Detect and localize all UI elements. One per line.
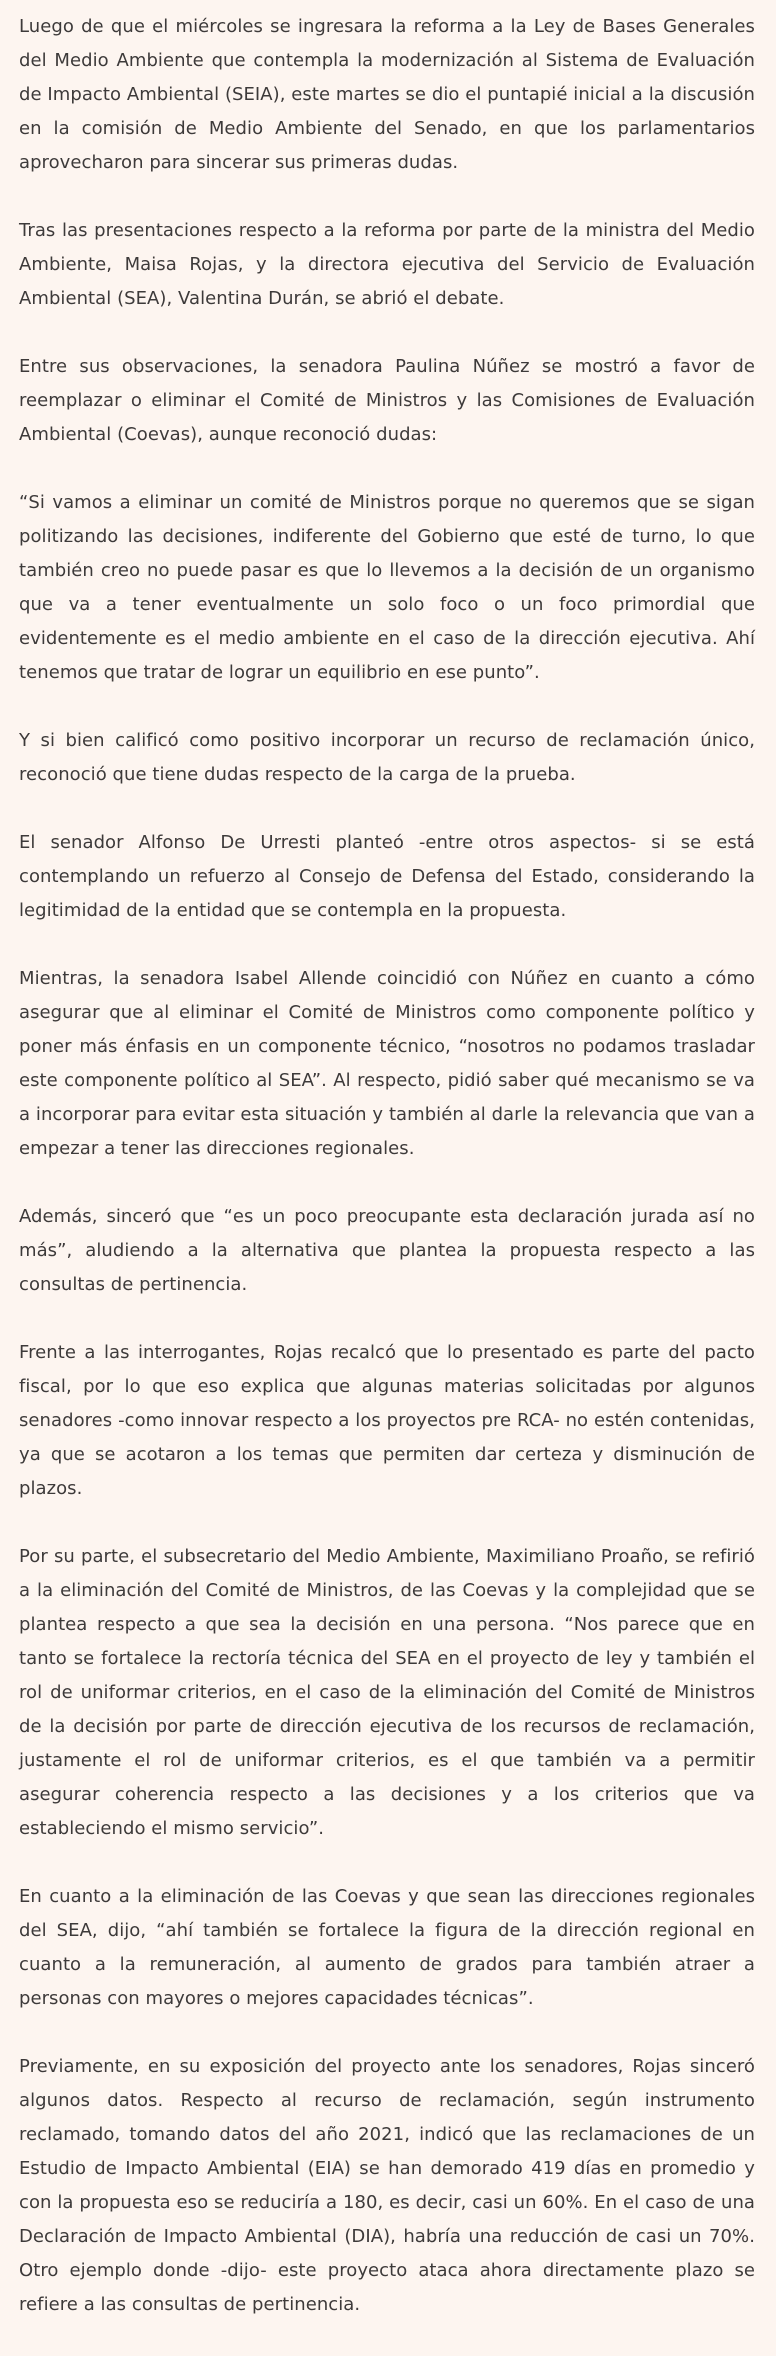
article-paragraph: Tras las presentaciones respecto a la reforma por parte de la ministra del Medio Ambiente, Maisa Rojas, y la directora ejecutiva del Servicio de Evaluación Ambiental (SEA), Valentina Durán, se abrió el debate. [19,220,755,309]
article-paragraph: Frente a las interrogantes, Rojas recalcó que lo presentado es parte del pacto fiscal, por lo que eso explica que algunas materias solicitadas por algunos senadores -como innovar respecto a los proyectos pre RCA- no estén contenidas, ya que se acotaron a los temas que permiten dar certeza y disminución de plazos. [19,1342,755,1499]
article-paragraph: Por su parte, el subsecretario del Medio Ambiente, Maximiliano Proaño, se refirió a la eliminación del Comité de Ministros, de las Coevas y la complejidad que se plantea respecto a que sea la decisión en una persona. “Nos parece que en tanto se fortalece la rectoría técnica del SEA en el proyecto de ley y también el rol de uniformar criterios, en el caso de la eliminación del Comité de Ministros de la decisión por parte de dirección ejecutiva de los recursos de reclamación, justamente el rol de uniformar criterios, es el que también va a permitir asegurar coherencia respecto a las decisiones y a los criterios que va estableciendo el mismo servicio”. [19,1546,755,1839]
article-paragraph: “Si vamos a eliminar un comité de Ministros porque no queremos que se sigan politizando las decisiones, indiferente del Gobierno que esté de turno, lo que también creo no puede pasar es que lo llevemos a la decisión de un organismo que va a tener eventualmente un solo foco o un foco primordial que evidentemente es el medio ambiente en el caso de la dirección ejecutiva. Ahí tenemos que tratar de lograr un equilibrio en ese punto”. [19,492,755,683]
article-paragraph: Luego de que el miércoles se ingresara la reforma a la Ley de Bases Generales del Medio Ambiente que contempla la modernización al Sistema de Evaluación de Impacto Ambiental (SEIA), este martes se dio el puntapié inicial a la discusión en la comisión de Medio Ambiente del Senado, en que los parlamentarios aprovecharon para sincerar sus primeras dudas. [19,16,755,173]
article-paragraph: Y si bien calificó como positivo incorporar un recurso de reclamación único, reconoció que tiene dudas respecto de la carga de la prueba. [19,730,755,785]
article-paragraph: En cuanto a la eliminación de las Coevas y que sean las direcciones regionales del SEA, dijo, “ahí también se fortalece la figura de la dirección regional en cuanto a la remuneración, al aumento de grados para también atraer a personas con mayores o mejores capacidades técnicas”. [19,1886,755,2009]
article-paragraph: Entre sus observaciones, la senadora Paulina Núñez se mostró a favor de reemplazar o eliminar el Comité de Ministros y las Comisiones de Evaluación Ambiental (Coevas), aunque reconoció dudas: [19,356,755,445]
article-paragraph: Previamente, en su exposición del proyecto ante los senadores, Rojas sinceró algunos datos. Respecto al recurso de reclamación, según instrumento reclamado, tomando datos del año 2021, indicó que las reclamaciones de un Estudio de Impacto Ambiental (EIA) se han demorado 419 días en promedio y con la propuesta eso se reduciría a 180, es decir, casi un 60%. En el caso de una Declaración de Impacto Ambiental (DIA), habría una reducción de casi un 70%. Otro ejemplo donde -dijo- este proyecto ataca ahora directamente plazo se refiere a las consultas de pertinencia. [19,2056,755,2315]
article-body [19,10,755,2356]
article-paragraph: El senador Alfonso De Urresti planteó -entre otros aspectos- si se está contemplando un refuerzo al Consejo de Defensa del Estado, considerando la legitimidad de la entidad que se contempla en la propuesta. [19,832,755,921]
article-paragraph: Mientras, la senadora Isabel Allende coincidió con Núñez en cuanto a cómo asegurar que al eliminar el Comité de Ministros como componente político y poner más énfasis en un componente técnico, “nosotros no podamos trasladar este componente político al SEA”. Al respecto, pidió saber qué mecanismo se va a incorporar para evitar esta situación y también al darle la relevancia que van a empezar a tener las direcciones regionales. [19,968,755,1159]
article-paragraph: Además, sinceró que “es un poco preocupante esta declaración jurada así no más”, aludiendo a la alternativa que plantea la propuesta respecto a las consultas de pertinencia. [19,1206,755,1295]
